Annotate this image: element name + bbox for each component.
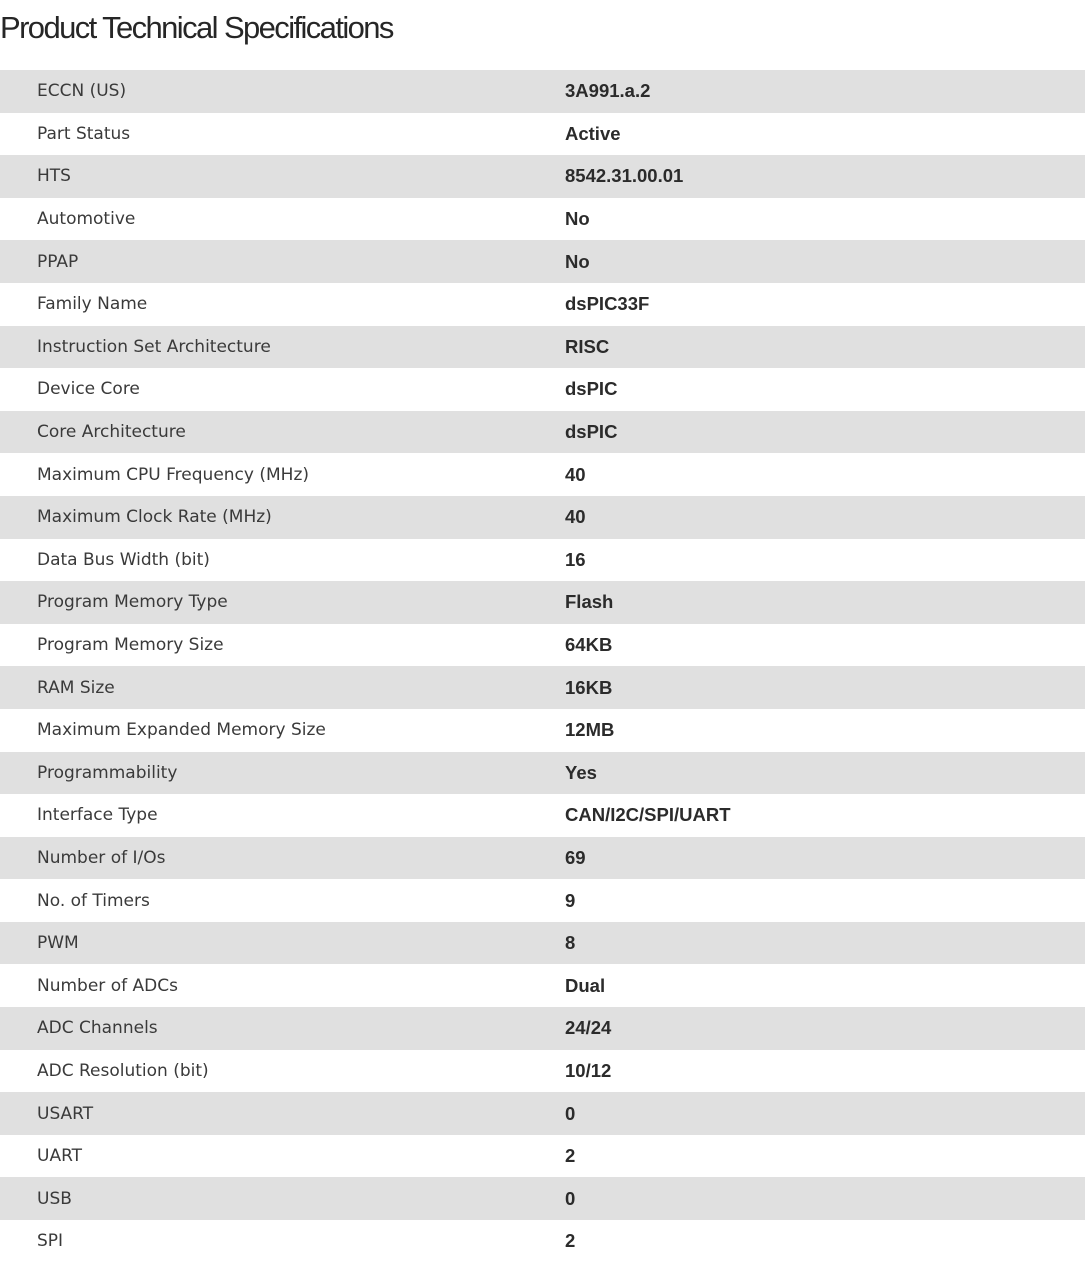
- table-row: [0, 496, 1085, 539]
- spec-value: 12MB: [565, 709, 1085, 752]
- spec-value: 3A991.a.2: [565, 70, 1085, 113]
- table-row: [0, 368, 1085, 411]
- spec-value: Flash: [565, 581, 1085, 624]
- spec-value: 40: [565, 453, 1085, 496]
- spec-name: USB: [0, 1177, 565, 1220]
- spec-name: SPI: [0, 1220, 565, 1263]
- spec-value: 24/24: [565, 1007, 1085, 1050]
- spec-value: No: [565, 198, 1085, 241]
- spec-name: HTS: [0, 155, 565, 198]
- table-row: [0, 326, 1085, 369]
- spec-name: Part Status: [0, 113, 565, 156]
- spec-value: Active: [565, 113, 1085, 156]
- spec-name: Core Architecture: [0, 411, 565, 454]
- table-row: [0, 581, 1085, 624]
- table-row: [0, 70, 1085, 113]
- spec-name: Program Memory Type: [0, 581, 565, 624]
- table-row: [0, 198, 1085, 241]
- spec-name: PPAP: [0, 240, 565, 283]
- table-row: [0, 453, 1085, 496]
- table-row: [0, 879, 1085, 922]
- spec-name: Maximum Expanded Memory Size: [0, 709, 565, 752]
- spec-value: 64KB: [565, 624, 1085, 667]
- spec-value: 16: [565, 539, 1085, 582]
- spec-value: 40: [565, 496, 1085, 539]
- table-row: [0, 539, 1085, 582]
- table-row: [0, 283, 1085, 326]
- spec-name: Program Memory Size: [0, 624, 565, 667]
- spec-name: ADC Channels: [0, 1007, 565, 1050]
- table-row: [0, 1007, 1085, 1050]
- spec-value: Yes: [565, 752, 1085, 795]
- spec-value: CAN/I2C/SPI/UART: [565, 794, 1085, 837]
- spec-name: Maximum Clock Rate (MHz): [0, 496, 565, 539]
- table-row: [0, 624, 1085, 667]
- spec-value: dsPIC33F: [565, 283, 1085, 326]
- spec-value: 2: [565, 1220, 1085, 1263]
- spec-name: UART: [0, 1135, 565, 1178]
- table-row: [0, 752, 1085, 795]
- table-row: [0, 1092, 1085, 1135]
- spec-table-body: [0, 70, 1085, 1263]
- spec-value: 16KB: [565, 666, 1085, 709]
- spec-name: PWM: [0, 922, 565, 965]
- table-row: [0, 964, 1085, 1007]
- spec-value: dsPIC: [565, 368, 1085, 411]
- table-row: [0, 1135, 1085, 1178]
- table-row: [0, 666, 1085, 709]
- table-row: [0, 1050, 1085, 1093]
- page-title: Product Technical Specifications: [0, 10, 393, 45]
- spec-value: No: [565, 240, 1085, 283]
- table-row: [0, 240, 1085, 283]
- table-row: [0, 709, 1085, 752]
- spec-table: [0, 70, 1085, 1263]
- spec-value: 10/12: [565, 1050, 1085, 1093]
- spec-name: Interface Type: [0, 794, 565, 837]
- spec-name: ECCN (US): [0, 70, 565, 113]
- spec-value: Dual: [565, 964, 1085, 1007]
- table-row: [0, 411, 1085, 454]
- table-row: [0, 155, 1085, 198]
- spec-value: 69: [565, 837, 1085, 880]
- spec-name: Maximum CPU Frequency (MHz): [0, 453, 565, 496]
- table-row: [0, 1220, 1085, 1263]
- spec-name: Data Bus Width (bit): [0, 539, 565, 582]
- spec-value: 8542.31.00.01: [565, 155, 1085, 198]
- spec-name: Number of I/Os: [0, 837, 565, 880]
- spec-name: Family Name: [0, 283, 565, 326]
- spec-name: Programmability: [0, 752, 565, 795]
- spec-name: USART: [0, 1092, 565, 1135]
- spec-name: RAM Size: [0, 666, 565, 709]
- table-row: [0, 1177, 1085, 1220]
- spec-value: 0: [565, 1177, 1085, 1220]
- spec-name: ADC Resolution (bit): [0, 1050, 565, 1093]
- spec-value: 0: [565, 1092, 1085, 1135]
- table-row: [0, 837, 1085, 880]
- spec-value: RISC: [565, 326, 1085, 369]
- spec-name: No. of Timers: [0, 879, 565, 922]
- spec-value: 8: [565, 922, 1085, 965]
- table-row: [0, 794, 1085, 837]
- spec-name: Device Core: [0, 368, 565, 411]
- spec-name: Instruction Set Architecture: [0, 326, 565, 369]
- table-row: [0, 113, 1085, 156]
- table-row: [0, 922, 1085, 965]
- spec-name: Number of ADCs: [0, 964, 565, 1007]
- spec-name: Automotive: [0, 198, 565, 241]
- spec-value: 2: [565, 1135, 1085, 1178]
- spec-value: dsPIC: [565, 411, 1085, 454]
- spec-value: 9: [565, 879, 1085, 922]
